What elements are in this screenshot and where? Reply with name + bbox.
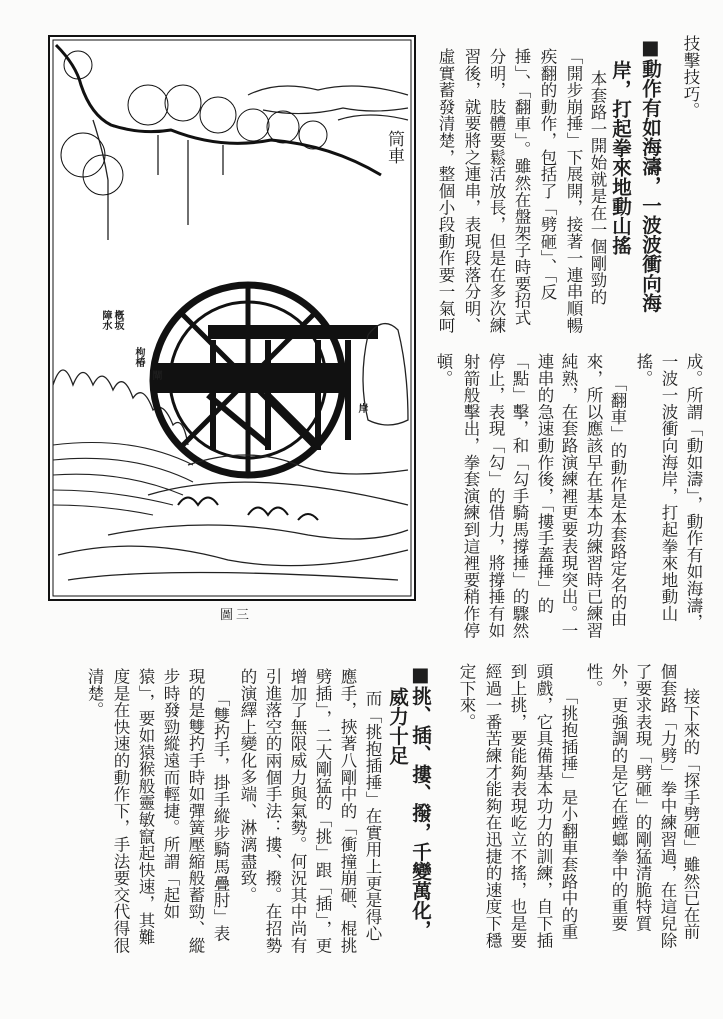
text-column: 外，更強調的是它在螳螂拳中的重要 — [609, 663, 628, 932]
text-column: 性。 — [584, 663, 603, 697]
section-heading: ■動作有如海濤，一波波衝向海 — [639, 36, 662, 313]
figure-label: 閘 — [150, 370, 161, 380]
text-column: 「開步崩捶」下展開，接著一連串順暢 — [564, 48, 583, 334]
text-column: 猿」，要如猿猴般靈敏竄起快速，其難 — [136, 668, 155, 946]
text-column: 個套路「力劈」拳中練習過，在這兒除 — [658, 663, 677, 949]
text-column: 現的是雙扚手時如彈簧壓縮般蓄勁、縱 — [186, 668, 205, 954]
text-column: 增加了無限威力與氣勢。何況其中尚有 — [288, 668, 307, 954]
text-column: 成。所謂「動如濤」，動作有如海濤， — [684, 353, 703, 631]
figure-caption: 圖三 — [220, 608, 253, 623]
text-column: 引進落空的兩個手法：摟、撥。在招勢 — [263, 668, 282, 954]
text-column: 捶」、「翻車」。雖然在盤架子時要招式 — [512, 48, 531, 326]
text-column: 習後，就要將之連串，表現段落分明、 — [462, 48, 481, 334]
text-column: 而「挑抱插捶」在實用上更是得心 — [363, 690, 382, 942]
text-column: 度是在快速的動作下，手法要交代得很 — [111, 668, 130, 954]
text-column: 步時發勁縱遠而輕捷。所謂「起如 — [161, 668, 180, 920]
text-column: 本套路一開始就是在一個剛勁的 — [588, 70, 607, 306]
text-column: 定下來。 — [457, 663, 476, 731]
figure-label: 槪坂 — [112, 310, 123, 330]
section-heading: ■挑、插、摟、撥，千變萬化， — [409, 663, 432, 940]
text-column: 技擊技巧。 — [681, 35, 700, 119]
text-column: 一波一波衝向海岸，打起拳來地動山 — [659, 353, 678, 622]
text-column: 頭戲，它具備基本功力的訓練，自下插 — [534, 663, 553, 949]
text-column: 連串的急速動作後，「摟手蓋捶」的 — [535, 353, 554, 614]
text-column: 疾翻的動作，包括了「劈砸」、「反 — [538, 48, 557, 301]
figure-title: 筒車 — [384, 130, 404, 164]
text-column: 射箭般擊出，拳套演練到這裡要稍作停 — [461, 353, 480, 639]
text-column: 接下來的「探手劈砸」雖然已在前 — [681, 688, 700, 940]
text-column: 分明，肢體要鬆活放長，但是在多次練 — [487, 48, 506, 334]
text-column: 來，所以應該早在基本功練習時已練習 — [584, 353, 603, 639]
text-column: 「翻車」的動作是本套路定名的由 — [608, 375, 627, 627]
text-column: 虛實蓄發清楚，整個小段動作要一氣呵 — [436, 48, 455, 334]
figure-label: 岸 — [356, 403, 367, 413]
text-column: 「點」擊，和「勾手騎馬撐捶」的驟然 — [510, 353, 529, 639]
text-column: 頓。 — [434, 353, 453, 387]
text-column: 到上挑，要能夠表現屹立不搖，也是要 — [508, 663, 527, 949]
text-column: 的演繹上變化多端、淋漓盡致。 — [238, 668, 257, 904]
text-column: 清楚。 — [85, 668, 104, 719]
text-column: 搖。 — [634, 353, 653, 387]
text-column: 純熟，在套路演練裡更要表現突出。一 — [559, 353, 578, 639]
text-column: 經過一番苦練才能夠在迅捷的速度下穩 — [483, 663, 502, 949]
figure-label: 障水 — [100, 310, 111, 330]
section-heading: 威力十足 — [386, 687, 409, 765]
text-column: 劈插」，二大剛猛的「挑」跟「插」，更 — [313, 668, 332, 954]
text-column: 「雙扚手，掛手縱步騎馬疊肘」表 — [211, 690, 230, 942]
text-column: 應手，挾著八剛中的「衝撞崩砸、棍挑 — [338, 668, 357, 954]
text-column: 「挑抱插捶」是小翻車套路中的重 — [559, 688, 578, 940]
waterwheel-illustration — [48, 35, 416, 601]
text-column: 停止，表現「勾」的借力，將撐捶有如 — [486, 353, 505, 639]
figure-label: 枸椿 — [133, 347, 144, 367]
section-heading: 岸，打起拳來地動山搖 — [609, 60, 632, 255]
text-column: 了要求表現「劈砸」的剛猛清脆特質 — [633, 663, 652, 932]
